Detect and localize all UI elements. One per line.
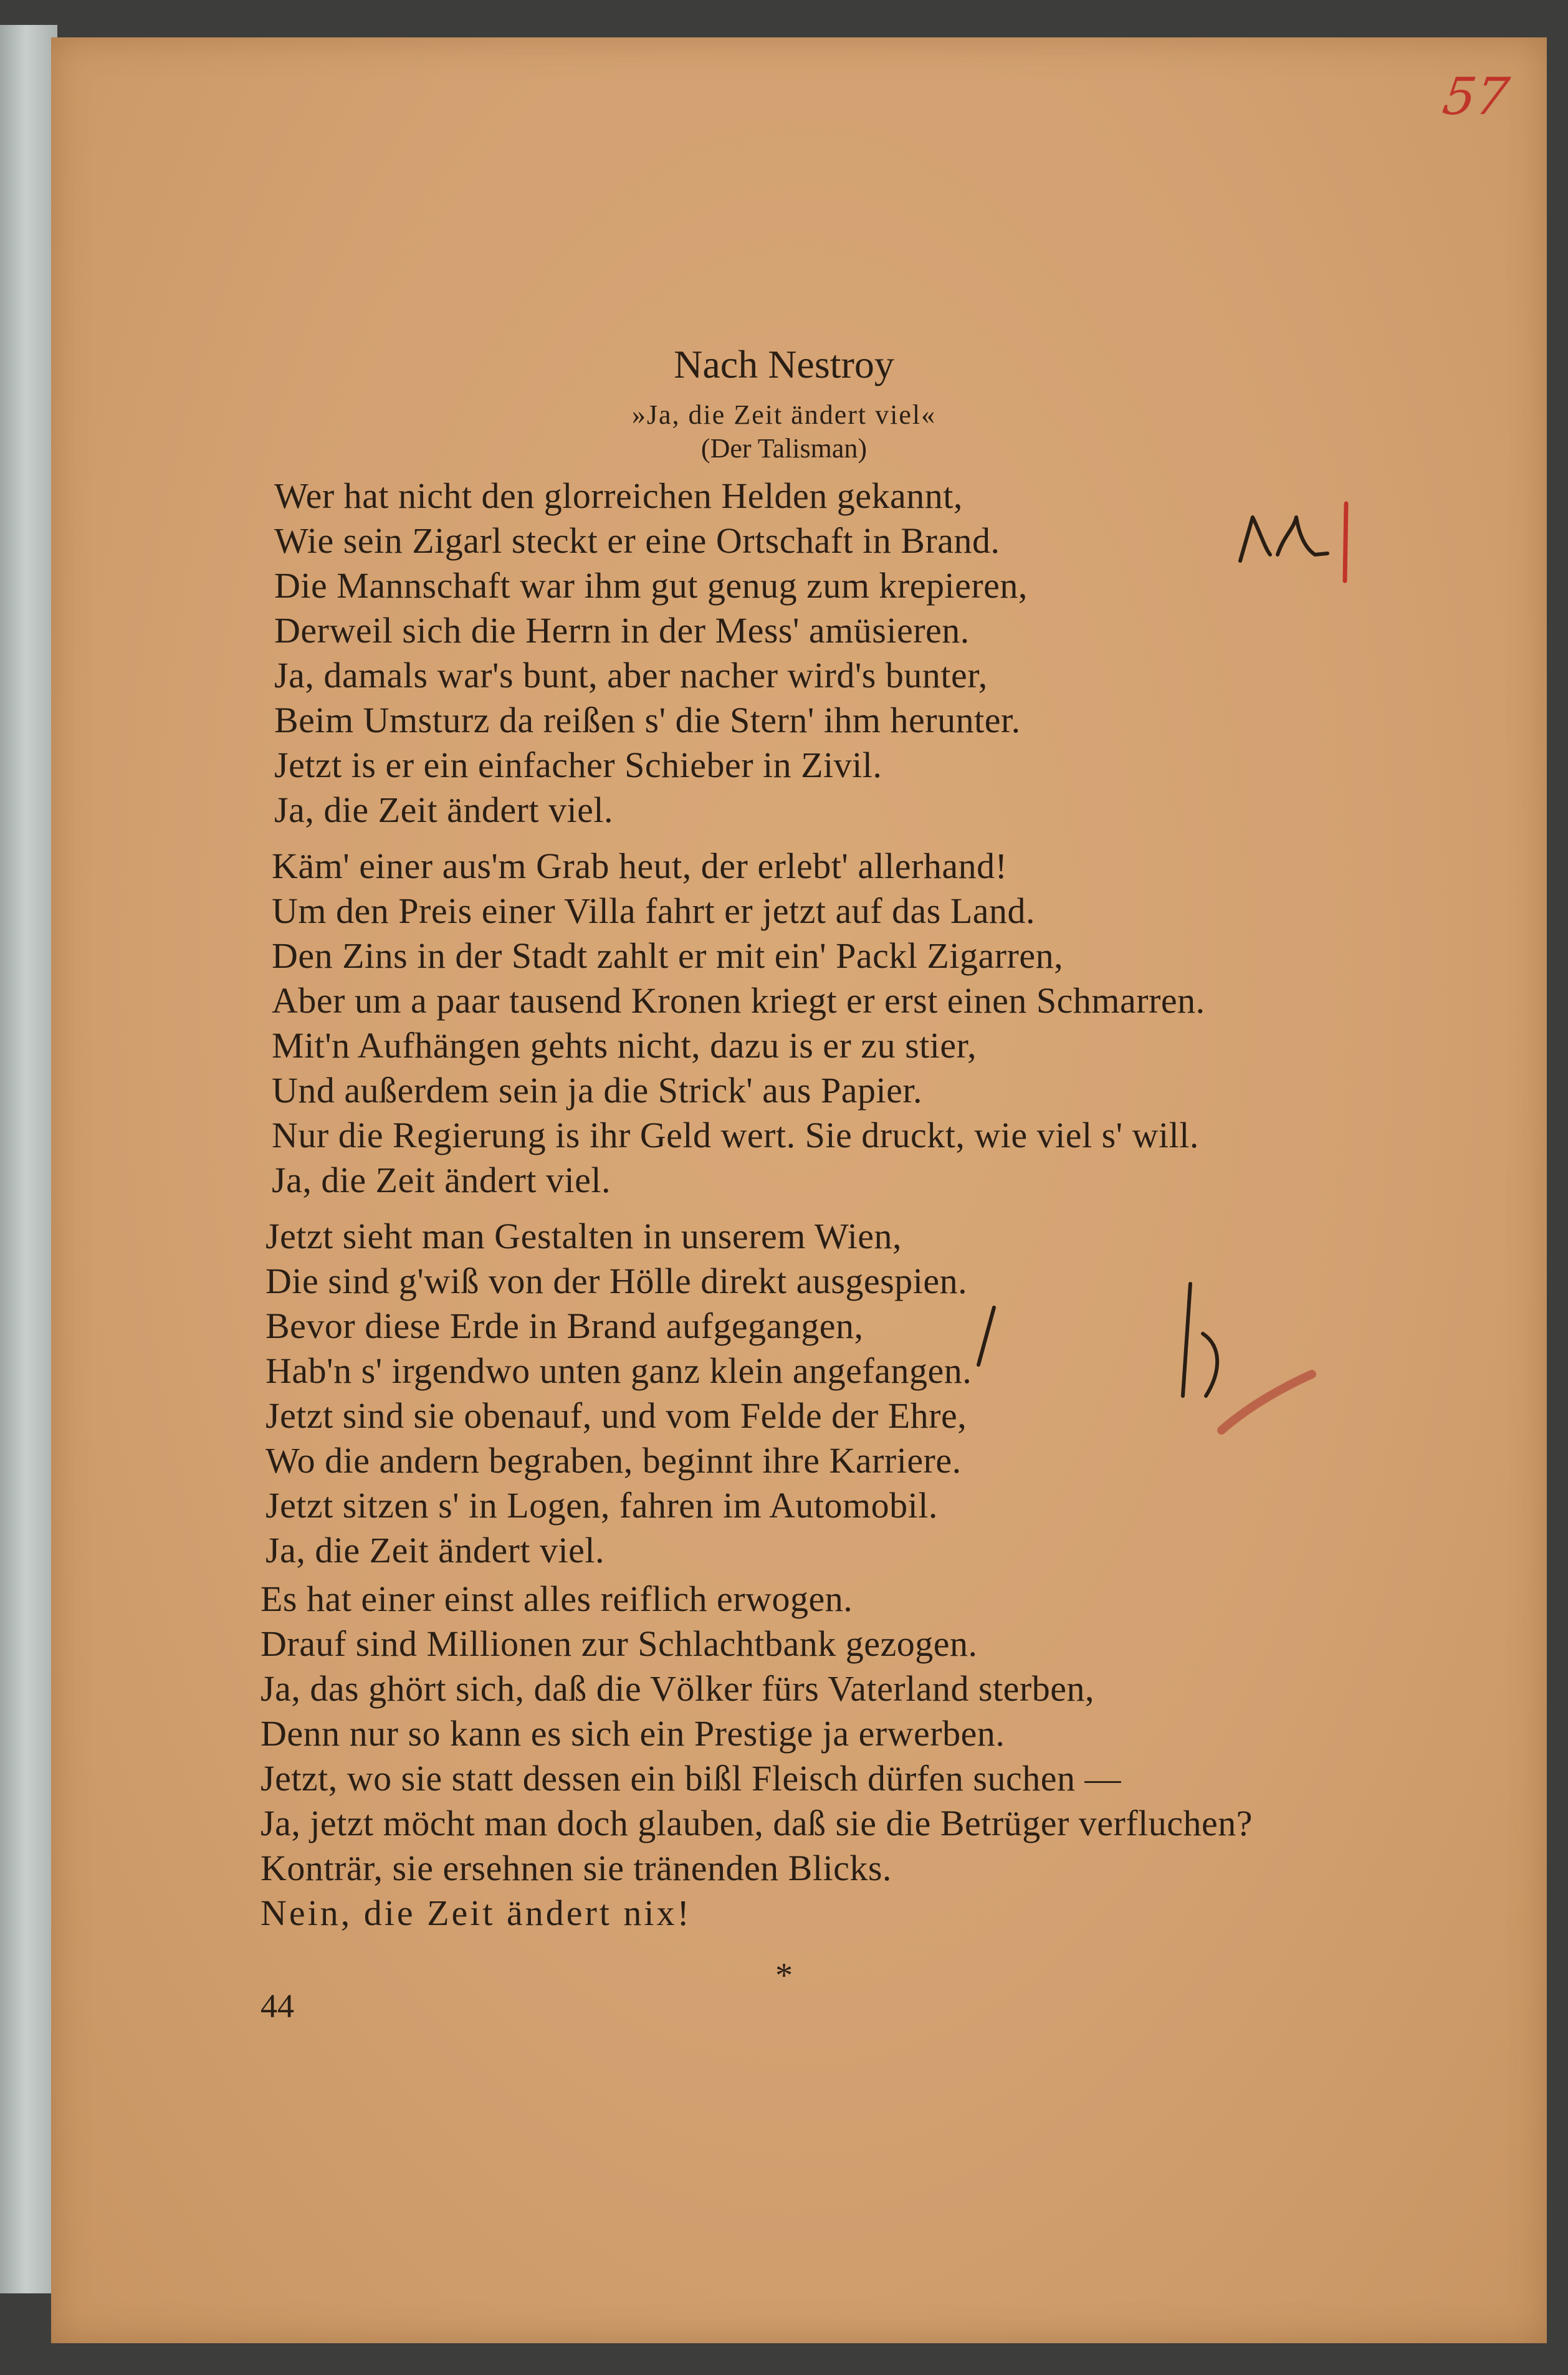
verse-line: Ja, damals war's bunt, aber nacher wird's bunter,	[274, 655, 988, 695]
verse-line: Derweil sich die Herrn in der Mess' amüsieren.	[274, 610, 970, 651]
stanza-3	[265, 1214, 972, 1573]
verse-line: Käm' einer aus'm Grab heut, der erlebt' allerhand!	[272, 846, 1008, 886]
verse-line: Jetzt is er ein einfacher Schieber in Zivil.	[274, 745, 882, 785]
verse-line: Ja, das ghört sich, daß die Völker fürs Vaterland sterben,	[261, 1668, 1094, 1709]
verse-line: Nur die Regierung is ihr Geld wert. Sie druckt, wie viel s' will.	[272, 1115, 1199, 1155]
stanza-2	[272, 844, 1205, 1203]
closing-refrain-line: Nein, die Zeit ändert nix!	[261, 1893, 692, 1933]
red-margin-stroke	[1334, 499, 1359, 586]
verse-line: Es hat einer einst alles reiflich erwogen.	[261, 1579, 853, 1619]
verse-line: Beim Umsturz da reißen s' die Stern' ihm herunter.	[274, 700, 1021, 740]
insertion-caret-mark	[966, 1302, 1003, 1371]
verse-line: Drauf sind Millionen zur Schlachtbank gezogen.	[261, 1623, 978, 1664]
stanza-4	[261, 1577, 1253, 1936]
verse-line: Konträr, sie ersehnen sie tränenden Blicks.	[261, 1848, 892, 1888]
verse-line: Jetzt sitzen s' in Logen, fahren im Automobil.	[265, 1485, 938, 1526]
verse-line: Wo die andern begraben, beginnt ihre Karriere.	[265, 1440, 962, 1481]
verse-line: Um den Preis einer Villa fahrt er jetzt auf das Land.	[272, 891, 1036, 931]
verse-line: Den Zins in der Stadt zahlt er mit ein' Packl Zigarren,	[272, 935, 1064, 976]
stanza-1	[274, 474, 1028, 833]
verse-line: Die sind g'wiß von der Hölle direkt ausgespien.	[265, 1261, 968, 1301]
refrain-line: Ja, die Zeit ändert viel.	[272, 1160, 611, 1200]
epigraph-source: (Der Talisman)	[700, 433, 868, 464]
verse-line: Aber um a paar tausend Kronen kriegt er erst einen Schmarren.	[272, 980, 1205, 1021]
red-pencil-smudge	[1215, 1365, 1321, 1440]
verse-line: Wer hat nicht den glorreichen Helden gekannt,	[274, 475, 963, 516]
refrain-line: Ja, die Zeit ändert viel.	[265, 1530, 605, 1570]
verse-line: Jetzt sind sie obenauf, und vom Felde der Ehre,	[265, 1395, 967, 1436]
verse-line: Denn nur so kann es sich ein Prestige ja erwerben.	[261, 1713, 1005, 1754]
verse-line: Ja, jetzt möcht man doch glauben, daß sie die Betrüger verfluchen?	[261, 1803, 1253, 1843]
section-separator: *	[775, 1956, 793, 1995]
verse-line: Mit'n Aufhängen gehts nicht, dazu is er zu stier,	[272, 1025, 977, 1066]
verse-line: Die Mannschaft war ihm gut genug zum krepieren,	[274, 565, 1028, 606]
verse-line: Jetzt sieht man Gestalten in unserem Wien,	[265, 1216, 902, 1256]
handwritten-page-number: 57	[1439, 67, 1513, 127]
verse-line: Hab'n s' irgendwo unten ganz klein angefangen.	[265, 1350, 972, 1391]
refrain-line: Ja, die Zeit ändert viel.	[274, 790, 613, 830]
verse-line: Und außerdem sein ja die Strick' aus Papier.	[272, 1070, 922, 1111]
printed-page-number: 44	[261, 1987, 294, 2025]
verse-line: Wie sein Zigarl steckt er eine Ortschaft in Brand.	[274, 520, 1000, 561]
poem-title: Nach Nestroy	[674, 342, 894, 386]
verse-line: Bevor diese Erde in Brand aufgegangen,	[265, 1306, 864, 1346]
verse-line: Jetzt, wo sie statt dessen ein bißl Fleisch dürfen suchen —	[261, 1758, 1121, 1799]
poem-epigraph: »Ja, die Zeit ändert viel«	[631, 399, 937, 430]
